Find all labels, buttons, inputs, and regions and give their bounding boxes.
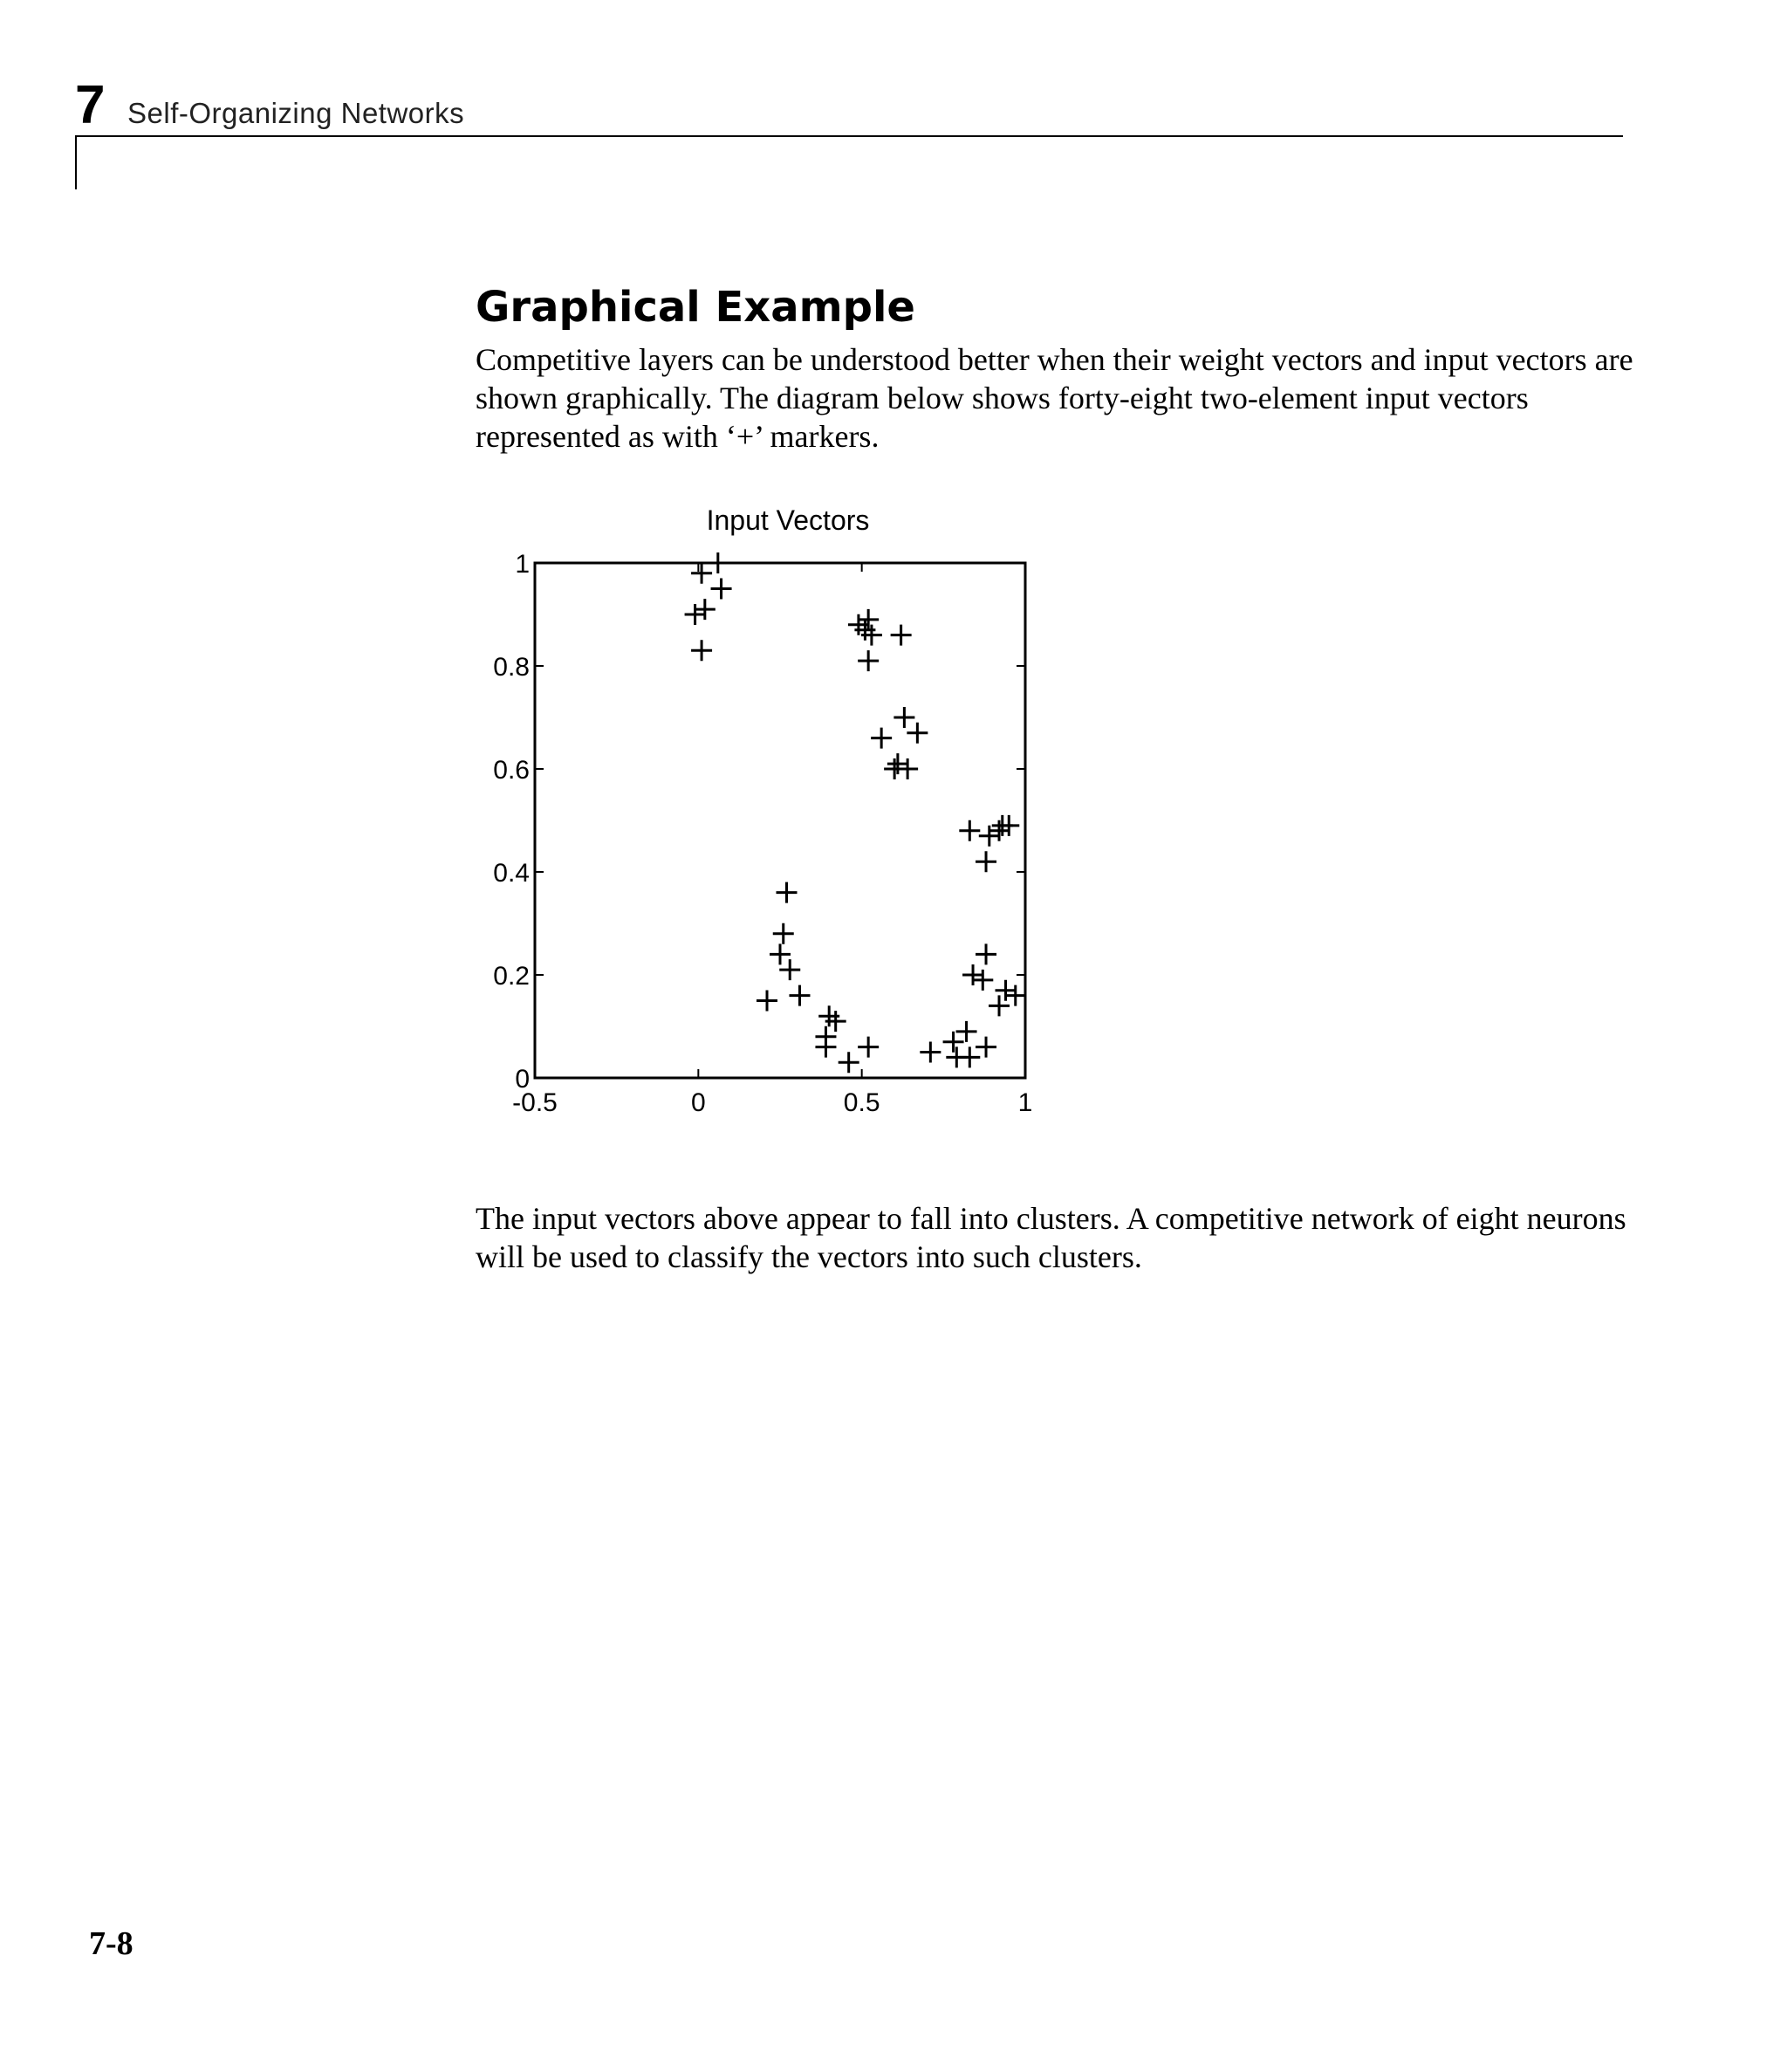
data-point-plus xyxy=(685,604,706,625)
data-point-plus xyxy=(815,1037,836,1058)
data-point-plus xyxy=(858,650,879,671)
x-tick-label: 0 xyxy=(690,1088,706,1117)
data-point-plus xyxy=(776,882,797,903)
x-tick-label: -0.5 xyxy=(512,1088,558,1117)
data-point-plus xyxy=(962,964,983,985)
data-point-plus xyxy=(858,609,879,630)
data-point-plus xyxy=(1005,985,1026,1006)
data-point-plus xyxy=(891,625,912,646)
data-markers xyxy=(685,552,1026,1073)
input-vectors-chart xyxy=(454,493,1065,1130)
data-point-plus xyxy=(976,851,996,872)
y-tick-label: 0.4 xyxy=(493,859,530,888)
data-point-plus xyxy=(976,943,996,964)
plot-frame xyxy=(535,563,1025,1078)
header-margin-tick xyxy=(75,135,77,189)
data-point-plus xyxy=(858,1037,879,1058)
x-tick-label: 0.5 xyxy=(843,1088,880,1117)
data-point-plus xyxy=(894,707,914,728)
data-point-plus xyxy=(789,985,810,1006)
y-tick-label: 0.6 xyxy=(493,756,530,785)
data-point-plus xyxy=(959,820,980,841)
section-title: Graphical Example xyxy=(476,283,915,332)
data-point-plus xyxy=(773,923,794,944)
conclusion-paragraph: The input vectors above appear to fall into clusters. A competitive network of eight neurons will be used to classify the vectors into such clusters. xyxy=(476,1201,1626,1274)
axis-ticks xyxy=(493,550,1032,1117)
page-number: 7-8 xyxy=(89,1925,134,1962)
data-point-plus xyxy=(972,970,993,991)
data-point-plus xyxy=(956,1021,977,1042)
data-point-plus xyxy=(907,723,928,744)
y-tick-label: 0.8 xyxy=(493,653,530,682)
data-point-plus xyxy=(757,991,777,1012)
data-point-plus xyxy=(691,563,712,584)
data-point-plus xyxy=(979,826,1000,847)
data-point-plus xyxy=(770,943,791,964)
data-point-plus xyxy=(976,1037,996,1058)
data-point-plus xyxy=(989,820,1010,841)
data-point-plus xyxy=(839,1052,859,1073)
chapter-number: 7 xyxy=(75,75,106,135)
x-tick-label: 1 xyxy=(1017,1088,1033,1117)
header-rule xyxy=(75,135,1623,137)
y-tick-label: 0.2 xyxy=(493,962,530,991)
data-point-plus xyxy=(887,753,908,774)
y-tick-label: 0 xyxy=(515,1065,530,1094)
data-point-plus xyxy=(691,640,712,661)
data-point-plus xyxy=(779,959,800,980)
intro-paragraph: Competitive layers can be understood better when their weight vectors and input vectors are shown graphically. The diagram below shows forty-eight two-element input vectors represented as with ‘+’ markers. xyxy=(476,342,1633,454)
data-point-plus xyxy=(943,1032,964,1053)
chapter-title: Self-Organizing Networks xyxy=(127,97,465,129)
data-point-plus xyxy=(711,579,732,600)
data-point-plus xyxy=(920,1042,941,1063)
data-point-plus xyxy=(897,758,918,779)
data-point-plus xyxy=(959,1046,980,1067)
y-tick-label: 1 xyxy=(515,550,530,579)
chart-title: Input Vectors xyxy=(706,504,870,536)
data-point-plus xyxy=(871,728,892,749)
data-point-plus xyxy=(695,599,715,620)
data-point-plus xyxy=(708,552,729,573)
